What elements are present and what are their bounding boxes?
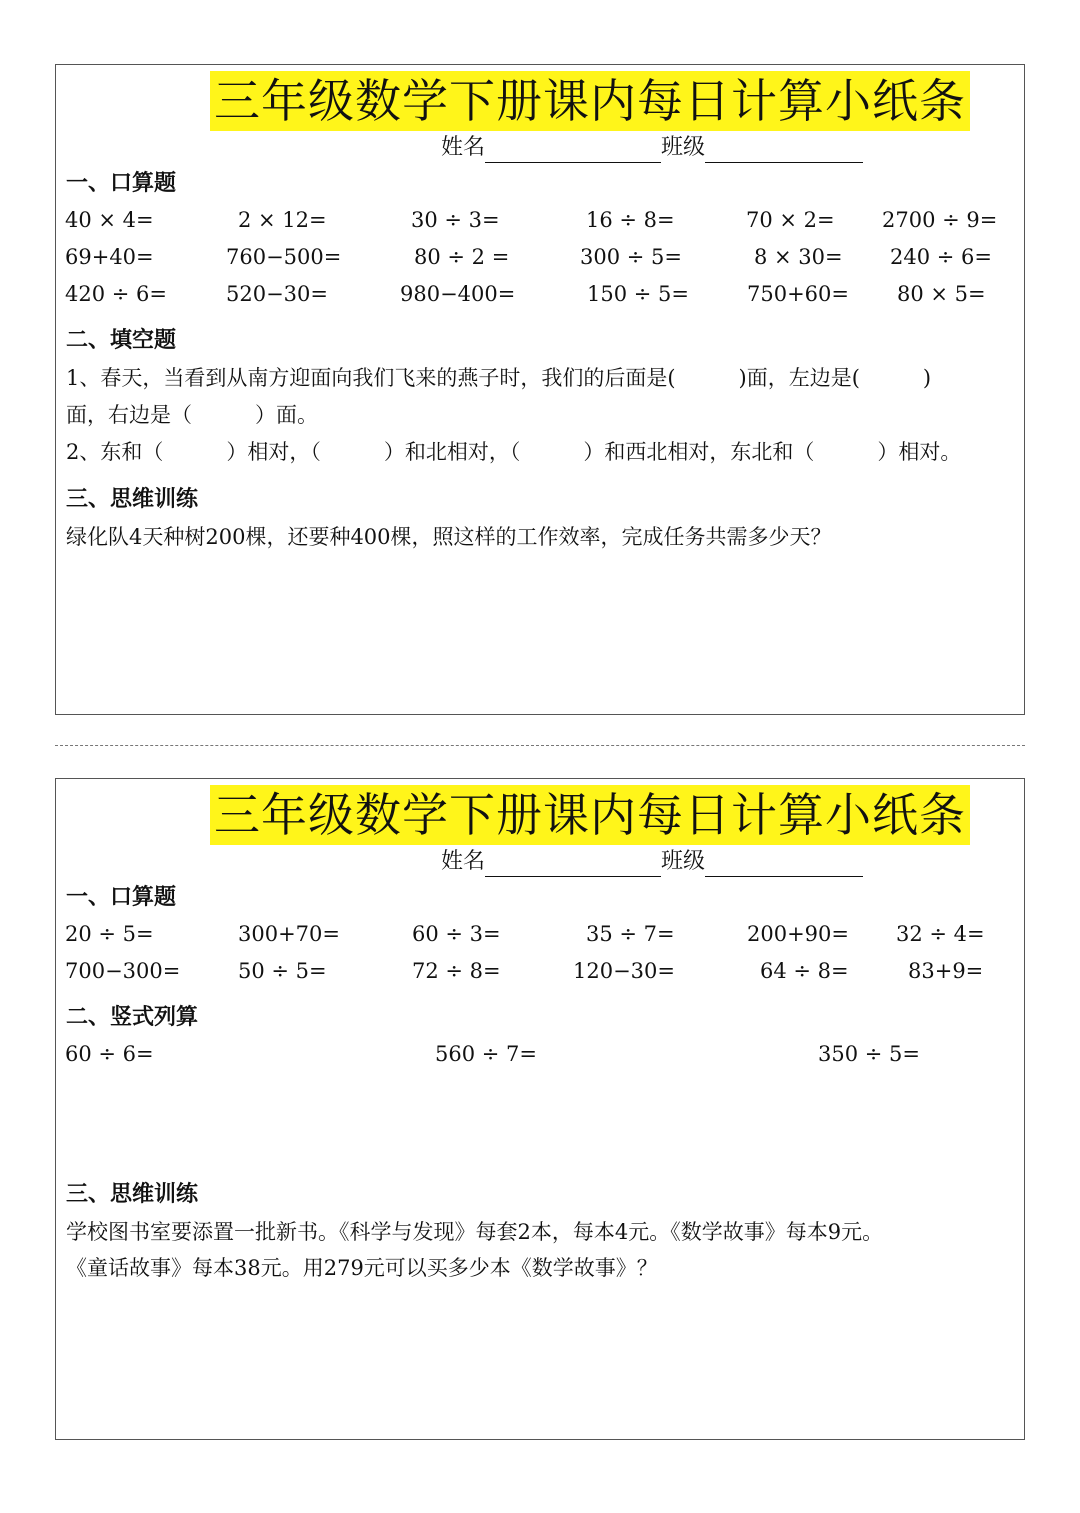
calc-item: 60 ÷ 3=	[412, 922, 501, 946]
fill-line: 2、东和（ ）相对，（ ）和北相对，（ ）和西北相对，东北和（ ）相对。	[66, 440, 962, 464]
calc-item: 520−30=	[226, 282, 328, 306]
worksheet-card-1	[55, 64, 1025, 715]
calc-item: 760−500=	[226, 245, 342, 269]
name-class-row	[441, 133, 863, 163]
section-vertical-calc: 二、竖式列算	[66, 1005, 199, 1030]
calc-item: 80 × 5=	[897, 282, 986, 306]
calc-item: 8 × 30=	[754, 245, 843, 269]
worksheet-title: 三年级数学下册课内每日计算小纸条	[210, 785, 970, 845]
cut-line-divider	[55, 745, 1025, 746]
fill-line: 面，右边是（ ）面。	[66, 403, 318, 427]
class-label: 班级	[661, 135, 706, 160]
calc-item: 16 ÷ 8=	[586, 208, 675, 232]
section-thinking: 三、思维训练	[66, 487, 199, 512]
word-problem-line: 《童话故事》每本38元。用279元可以买多少本《数学故事》？	[66, 1256, 658, 1280]
section-fill-blank: 二、填空题	[66, 328, 177, 353]
vertical-calc-item: 560 ÷ 7=	[435, 1042, 537, 1066]
fill-line: 1、春天，当看到从南方迎面向我们飞来的燕子时，我们的后面是( )面，左边是( )	[66, 366, 932, 390]
calc-item: 420 ÷ 6=	[65, 282, 167, 306]
calc-item: 83+9=	[908, 959, 984, 983]
calc-item: 700−300=	[65, 959, 181, 983]
calc-item: 35 ÷ 7=	[586, 922, 675, 946]
class-blank[interactable]	[705, 852, 863, 877]
title-wrap	[56, 71, 1024, 131]
title-wrap	[56, 785, 1024, 845]
section-mental-math: 一、口算题	[66, 885, 177, 910]
calc-item: 2700 ÷ 9=	[882, 208, 998, 232]
vertical-calc-item: 60 ÷ 6=	[65, 1042, 154, 1066]
calc-item: 70 × 2=	[746, 208, 835, 232]
name-label: 姓名	[441, 135, 486, 160]
name-label: 姓名	[441, 849, 486, 874]
calc-item: 2 × 12=	[238, 208, 327, 232]
calc-item: 20 ÷ 5=	[65, 922, 154, 946]
name-class-row	[441, 847, 863, 877]
class-label: 班级	[661, 849, 706, 874]
calc-item: 40 × 4=	[65, 208, 154, 232]
calc-item: 240 ÷ 6=	[890, 245, 992, 269]
calc-item: 80 ÷ 2 =	[414, 245, 510, 269]
section-mental-math: 一、口算题	[66, 171, 177, 196]
calc-row	[56, 919, 1024, 949]
worksheet-title: 三年级数学下册课内每日计算小纸条	[210, 71, 970, 131]
calc-item: 64 ÷ 8=	[760, 959, 849, 983]
calc-item: 300+70=	[238, 922, 340, 946]
calc-item: 69+40=	[65, 245, 154, 269]
word-problem-line: 学校图书室要添置一批新书。《科学与发现》每套2本，每本4元。《数学故事》每本9元。	[66, 1220, 884, 1244]
vertical-calc-row	[56, 1039, 1024, 1069]
calc-row	[56, 956, 1024, 986]
word-problem: 绿化队4天种树200棵，还要种400棵，照这样的工作效率，完成任务共需多少天？	[66, 525, 832, 549]
calc-item: 32 ÷ 4=	[896, 922, 985, 946]
calc-item: 120−30=	[573, 959, 675, 983]
name-blank[interactable]	[485, 138, 661, 163]
calc-item: 30 ÷ 3=	[411, 208, 500, 232]
section-thinking: 三、思维训练	[66, 1182, 199, 1207]
calc-item: 72 ÷ 8=	[412, 959, 501, 983]
calc-item: 50 ÷ 5=	[238, 959, 327, 983]
worksheet-card-2	[55, 778, 1025, 1440]
name-blank[interactable]	[485, 852, 661, 877]
calc-item: 980−400=	[400, 282, 516, 306]
calc-item: 750+60=	[747, 282, 849, 306]
calc-row	[56, 242, 1024, 272]
calc-item: 150 ÷ 5=	[587, 282, 689, 306]
calc-row	[56, 279, 1024, 309]
calc-row	[56, 205, 1024, 235]
calc-item: 300 ÷ 5=	[580, 245, 682, 269]
vertical-calc-item: 350 ÷ 5=	[818, 1042, 920, 1066]
calc-item: 200+90=	[747, 922, 849, 946]
class-blank[interactable]	[705, 138, 863, 163]
